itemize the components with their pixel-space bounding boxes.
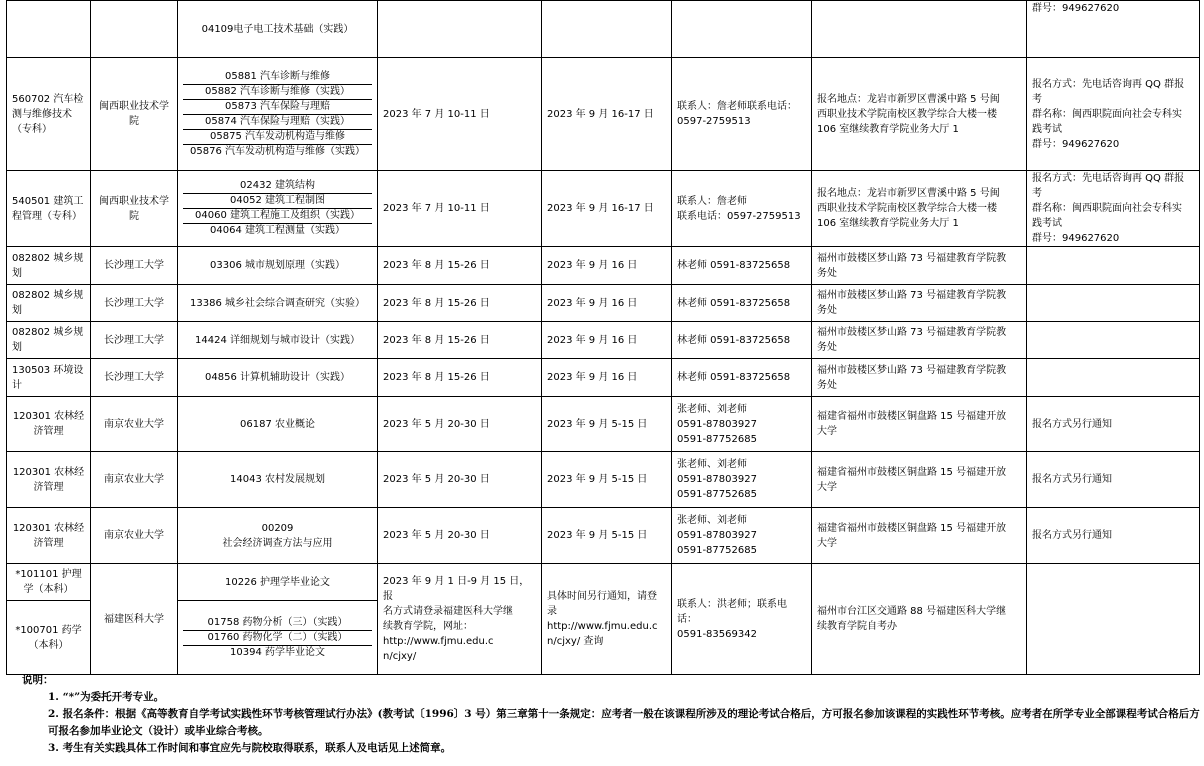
table-row bbox=[7, 397, 1200, 452]
registration-method-cell-line: 群号：949627620 bbox=[1032, 3, 1120, 14]
course-name: 04856 计算机辅助设计（实践） bbox=[205, 372, 350, 383]
table-row bbox=[7, 58, 1200, 171]
location-cell bbox=[812, 322, 1027, 359]
location-cell bbox=[812, 247, 1027, 285]
major-cell: *100701 药学（本科） bbox=[7, 601, 91, 675]
course-name: 05875 汽车发动机构造与维修 bbox=[183, 129, 372, 144]
location-cell bbox=[812, 359, 1027, 397]
course-name: 05881 汽车诊断与维修 bbox=[183, 70, 372, 85]
major-cell: 560702 汽车检测与维修技术（专科） bbox=[7, 58, 91, 171]
registration-method-cell bbox=[1027, 452, 1200, 508]
registration-time-cell-line: 名方式请登录福建医科大学继 bbox=[383, 606, 513, 617]
table-row bbox=[7, 322, 1200, 359]
document-page bbox=[6, 0, 1200, 754]
course-name: 02432 建筑结构 bbox=[183, 179, 372, 194]
contact-cell-line: 林老师 0591-83725658 bbox=[677, 372, 791, 383]
course-name: 10394 药学毕业论文 bbox=[230, 646, 325, 658]
registration-method-cell bbox=[1027, 359, 1200, 397]
location-cell bbox=[812, 58, 1027, 171]
registration-method-cell bbox=[1027, 397, 1200, 452]
contact-cell bbox=[672, 58, 812, 171]
exam-time-cell-line: http://www.fjmu.edu.c bbox=[547, 621, 658, 632]
notes-title: 说明： bbox=[22, 674, 54, 686]
location-cell-line: 福州市鼓楼区梦山路 73 号福建教育学院教 bbox=[817, 364, 1007, 376]
major-cell: 130503 环境设计 bbox=[7, 359, 91, 397]
exam-time-cell: 2023 年 9 月 16-17 日 bbox=[542, 58, 672, 171]
registration-time-cell: 2023 年 5 月 20-30 日 bbox=[378, 508, 542, 564]
course-name: 05876 汽车发动机构造与维修（实践） bbox=[190, 145, 365, 157]
registration-time-cell: 2023 年 5 月 20-30 日 bbox=[378, 452, 542, 508]
course-list bbox=[183, 70, 372, 159]
registration-time-cell: 2023 年 7 月 10-11 日 bbox=[378, 171, 542, 247]
contact-cell bbox=[672, 564, 812, 675]
location-cell bbox=[812, 171, 1027, 247]
course-cell bbox=[178, 322, 378, 359]
exam-time-cell-line: n/cjxy/ 查询 bbox=[547, 636, 604, 647]
notes-section bbox=[22, 672, 1202, 757]
course-name: 04060 建筑工程施工及组织（实践） bbox=[183, 209, 372, 224]
exam-time-cell: 2023 年 9 月 16 日 bbox=[542, 285, 672, 322]
location-cell-line: 西职业技术学院南校区教学综合大楼一楼 bbox=[817, 203, 997, 214]
course-name: 01758 药物分析（三）（实践） bbox=[183, 616, 372, 631]
contact-cell-line: 0591-83569342 bbox=[677, 628, 757, 640]
course-name: 04109电子电工技术基础（实践） bbox=[201, 23, 354, 35]
registration-time-cell: 2023 年 8 月 15-26 日 bbox=[378, 322, 542, 359]
location-cell-line: 务处 bbox=[817, 379, 837, 391]
registration-method-cell-line: 群号：949627620 bbox=[1032, 233, 1120, 244]
contact-cell-line: 0591-87803927 bbox=[677, 418, 757, 430]
registration-time-cell-line: http://www.fjmu.edu.c bbox=[383, 636, 494, 647]
location-cell-line: 福建省福州市鼓楼区铜盘路 15 号福建开放 bbox=[817, 522, 1007, 534]
location-cell bbox=[812, 285, 1027, 322]
location-cell bbox=[812, 1, 1027, 58]
course-name: 13386 城乡社会综合调查研究（实验） bbox=[190, 297, 365, 309]
course-cell bbox=[178, 58, 378, 171]
table-row bbox=[7, 508, 1200, 564]
course-name: 05874 汽车保险与理赔（实践） bbox=[183, 114, 372, 129]
registration-time-cell: 2023 年 8 月 15-26 日 bbox=[378, 359, 542, 397]
location-cell-line: 106 室继续教育学院业务大厅 1 bbox=[817, 218, 959, 229]
registration-method-cell-line: 群号：949627620 bbox=[1032, 138, 1120, 150]
contact-cell-line: 林老师 0591-83725658 bbox=[677, 334, 791, 346]
contact-cell-line: 0597-2759513 bbox=[677, 116, 751, 127]
note-item-3: 3. 考生有关实践具体工作时间和事宜应先与院校取得联系，联系人及电话见上述简章。 bbox=[48, 742, 452, 754]
major-cell: 120301 农林经济管理 bbox=[7, 397, 91, 452]
table-row bbox=[7, 247, 1200, 285]
course-name: 04052 建筑工程制图 bbox=[183, 194, 372, 209]
location-cell-line: 务处 bbox=[817, 305, 837, 316]
registration-time-cell-line: 2023 年 9 月 1 日-9 月 15 日，报 bbox=[383, 576, 530, 602]
exam-time-cell: 2023 年 9 月 5-15 日 bbox=[542, 508, 672, 564]
location-cell-line: 报名地点：龙岩市新罗区曹溪中路 5 号闽 bbox=[817, 93, 1000, 105]
location-cell-line: 大学 bbox=[817, 481, 837, 493]
location-cell bbox=[812, 397, 1027, 452]
contact-cell-line: 张老师、刘老师 bbox=[677, 459, 747, 470]
course-name: 05873 汽车保险与理赔 bbox=[183, 99, 372, 114]
registration-method-cell-line: 群名称：闽西职院面向社会专科实 bbox=[1032, 203, 1182, 214]
location-cell-line: 106 室继续教育学院业务大厅 1 bbox=[817, 123, 959, 135]
major-cell: 120301 农林经济管理 bbox=[7, 452, 91, 508]
course-cell bbox=[178, 1, 378, 58]
contact-cell-line: 林老师 0591-83725658 bbox=[677, 260, 791, 271]
course-name: 04064 建筑工程测量（实践） bbox=[210, 225, 345, 236]
table-row bbox=[7, 564, 1200, 601]
note-item-1: 1. “*”为委托开考专业。 bbox=[48, 691, 165, 703]
location-cell-line: 续教育学院自考办 bbox=[817, 621, 897, 632]
contact-cell-line: 张老师、刘老师 bbox=[677, 515, 747, 526]
course-name: 06187 农业概论 bbox=[240, 418, 315, 430]
registration-time-cell: 2023 年 5 月 20-30 日 bbox=[378, 397, 542, 452]
course-cell bbox=[178, 171, 378, 247]
course-name: 01760 药物化学（二）（实践） bbox=[183, 630, 372, 645]
school-cell: 闽西职业技术学院 bbox=[91, 171, 178, 247]
school-cell: 南京农业大学 bbox=[91, 452, 178, 508]
course-cell bbox=[178, 601, 378, 675]
major-cell: 082802 城乡规划 bbox=[7, 322, 91, 359]
registration-time-cell bbox=[378, 1, 542, 58]
contact-cell-line: 0591-87752685 bbox=[677, 489, 757, 500]
location-cell-line: 福建省福州市鼓楼区铜盘路 15 号福建开放 bbox=[817, 466, 1007, 478]
course-list bbox=[183, 179, 372, 238]
course-name: 03306 城市规划原理（实践） bbox=[210, 260, 345, 271]
registration-method-cell bbox=[1027, 171, 1200, 247]
course-name: 05882 汽车诊断与维修（实践） bbox=[183, 84, 372, 99]
course-list bbox=[183, 616, 372, 660]
major-cell: 540501 建筑工程管理（专科） bbox=[7, 171, 91, 247]
school-cell: 闽西职业技术学院 bbox=[91, 58, 178, 171]
registration-time-cell-line: n/cjxy/ bbox=[383, 651, 417, 662]
contact-cell-line: 0591-87752685 bbox=[677, 545, 757, 556]
registration-method-cell-line: 践考试 bbox=[1032, 123, 1062, 135]
registration-time-cell: 2023 年 8 月 15-26 日 bbox=[378, 247, 542, 285]
note-item-2: 2. 报名条件：根据《高等教育自学考试实践性环节考核管理试行办法》(教考试〔1996〕3 号）第三章第十一条规定：应考者一般在该课程所涉及的理论考试合格后，方可报名参加该课程的实践性环节考核。应考者在所学专业全部课程考试合格后方可报名参加毕业论文（设计）或毕业综合考核。 bbox=[48, 708, 1200, 737]
school-cell bbox=[91, 1, 178, 58]
course-cell bbox=[178, 397, 378, 452]
school-cell: 南京农业大学 bbox=[91, 508, 178, 564]
exam-time-cell: 2023 年 9 月 5-15 日 bbox=[542, 397, 672, 452]
table-row bbox=[7, 171, 1200, 247]
registration-method-cell bbox=[1027, 508, 1200, 564]
contact-cell-line: 联系电话：0597-2759513 bbox=[677, 210, 801, 222]
contact-cell bbox=[672, 397, 812, 452]
location-cell bbox=[812, 508, 1027, 564]
contact-cell-line: 联系人：詹老师 bbox=[677, 195, 747, 207]
exam-time-cell: 2023 年 9 月 5-15 日 bbox=[542, 452, 672, 508]
course-cell bbox=[178, 285, 378, 322]
major-cell bbox=[7, 1, 91, 58]
exam-time-cell: 2023 年 9 月 16 日 bbox=[542, 247, 672, 285]
location-cell-line: 福州市鼓楼区梦山路 73 号福建教育学院教 bbox=[817, 290, 1007, 301]
location-cell-line: 务处 bbox=[817, 342, 837, 353]
contact-cell-line: 张老师、刘老师 bbox=[677, 403, 747, 415]
table-row bbox=[7, 359, 1200, 397]
location-cell-line: 福州市鼓楼区梦山路 73 号福建教育学院教 bbox=[817, 252, 1007, 264]
exam-time-cell-line: 录 bbox=[547, 606, 557, 617]
location-cell-line: 福建省福州市鼓楼区铜盘路 15 号福建开放 bbox=[817, 411, 1007, 422]
school-cell: 长沙理工大学 bbox=[91, 322, 178, 359]
major-cell: *101101 护理学（本科） bbox=[7, 564, 91, 601]
course-name: 14043 农村发展规划 bbox=[230, 474, 325, 485]
school-cell: 福建医科大学 bbox=[91, 564, 178, 675]
course-cell bbox=[178, 508, 378, 564]
registration-method-cell bbox=[1027, 58, 1200, 171]
course-name: 社会经济调查方法与应用 bbox=[222, 537, 333, 549]
contact-cell bbox=[672, 359, 812, 397]
exam-time-cell: 2023 年 9 月 16 日 bbox=[542, 359, 672, 397]
major-cell: 082802 城乡规划 bbox=[7, 285, 91, 322]
contact-cell bbox=[672, 452, 812, 508]
registration-time-cell: 2023 年 7 月 10-11 日 bbox=[378, 58, 542, 171]
course-cell bbox=[178, 247, 378, 285]
contact-cell bbox=[672, 1, 812, 58]
location-cell-line: 大学 bbox=[817, 537, 837, 549]
major-cell: 082802 城乡规划 bbox=[7, 247, 91, 285]
table-row bbox=[7, 285, 1200, 322]
exam-time-cell-line: 具体时间另行通知，请登 bbox=[547, 591, 657, 602]
registration-method-cell bbox=[1027, 322, 1200, 359]
registration-method-cell-line: 报名方式：先电话咨询再 QQ 群报考 bbox=[1032, 78, 1185, 105]
school-cell: 长沙理工大学 bbox=[91, 285, 178, 322]
contact-cell bbox=[672, 285, 812, 322]
location-cell-line: 报名地点：龙岩市新罗区曹溪中路 5 号闽 bbox=[817, 188, 1000, 199]
course-cell: 10226 护理学毕业论文 bbox=[178, 564, 378, 601]
contact-cell bbox=[672, 322, 812, 359]
contact-cell-line: 0591-87803927 bbox=[677, 474, 757, 485]
course-name: 00209 bbox=[261, 522, 294, 534]
registration-method-cell-line: 群名称：闽西职院面向社会专科实 bbox=[1032, 108, 1182, 120]
contact-cell-line: 0591-87752685 bbox=[677, 433, 757, 445]
course-cell bbox=[178, 359, 378, 397]
registration-time-cell bbox=[378, 564, 542, 675]
practice-exam-table bbox=[6, 0, 1200, 675]
contact-cell bbox=[672, 247, 812, 285]
registration-time-cell-line: 续教育学院，网址： bbox=[383, 621, 473, 632]
location-cell bbox=[812, 564, 1027, 675]
contact-cell-line: 0591-87803927 bbox=[677, 530, 757, 541]
contact-cell-line: 林老师 0591-83725658 bbox=[677, 297, 791, 309]
registration-method-cell-line: 报名方式另行通知 bbox=[1032, 418, 1112, 430]
contact-cell bbox=[672, 508, 812, 564]
school-cell: 长沙理工大学 bbox=[91, 359, 178, 397]
school-cell: 南京农业大学 bbox=[91, 397, 178, 452]
registration-method-cell bbox=[1027, 247, 1200, 285]
location-cell-line: 西职业技术学院南校区教学综合大楼一楼 bbox=[817, 108, 997, 120]
registration-method-cell bbox=[1027, 564, 1200, 675]
registration-method-cell bbox=[1027, 1, 1200, 58]
location-cell-line: 福州市鼓楼区梦山路 73 号福建教育学院教 bbox=[817, 327, 1007, 338]
exam-time-cell bbox=[542, 564, 672, 675]
exam-time-cell: 2023 年 9 月 16 日 bbox=[542, 322, 672, 359]
contact-cell-line: 联系人：洪老师；联系电话： bbox=[677, 598, 787, 625]
exam-time-cell bbox=[542, 1, 672, 58]
course-name: 14424 详细规划与城市设计（实践） bbox=[195, 334, 360, 346]
contact-cell-line: 联系人：詹老师联系电话： bbox=[677, 101, 797, 112]
table-body bbox=[7, 1, 1200, 675]
registration-method-cell-line: 报名方式另行通知 bbox=[1032, 530, 1112, 541]
location-cell-line: 福州市台江区交通路 88 号福建医科大学继 bbox=[817, 606, 1007, 617]
registration-method-cell-line: 报名方式：先电话咨询再 QQ 群报考 bbox=[1032, 173, 1185, 199]
registration-time-cell: 2023 年 8 月 15-26 日 bbox=[378, 285, 542, 322]
table-row bbox=[7, 452, 1200, 508]
location-cell-line: 大学 bbox=[817, 426, 837, 437]
exam-time-cell: 2023 年 9 月 16-17 日 bbox=[542, 171, 672, 247]
school-cell: 长沙理工大学 bbox=[91, 247, 178, 285]
course-cell bbox=[178, 452, 378, 508]
registration-method-cell-line: 践考试 bbox=[1032, 218, 1062, 229]
registration-method-cell-line: 报名方式另行通知 bbox=[1032, 474, 1112, 485]
registration-method-cell bbox=[1027, 285, 1200, 322]
major-cell: 120301 农林经济管理 bbox=[7, 508, 91, 564]
location-cell bbox=[812, 452, 1027, 508]
location-cell-line: 务处 bbox=[817, 267, 837, 279]
table-row bbox=[7, 1, 1200, 58]
contact-cell bbox=[672, 171, 812, 247]
